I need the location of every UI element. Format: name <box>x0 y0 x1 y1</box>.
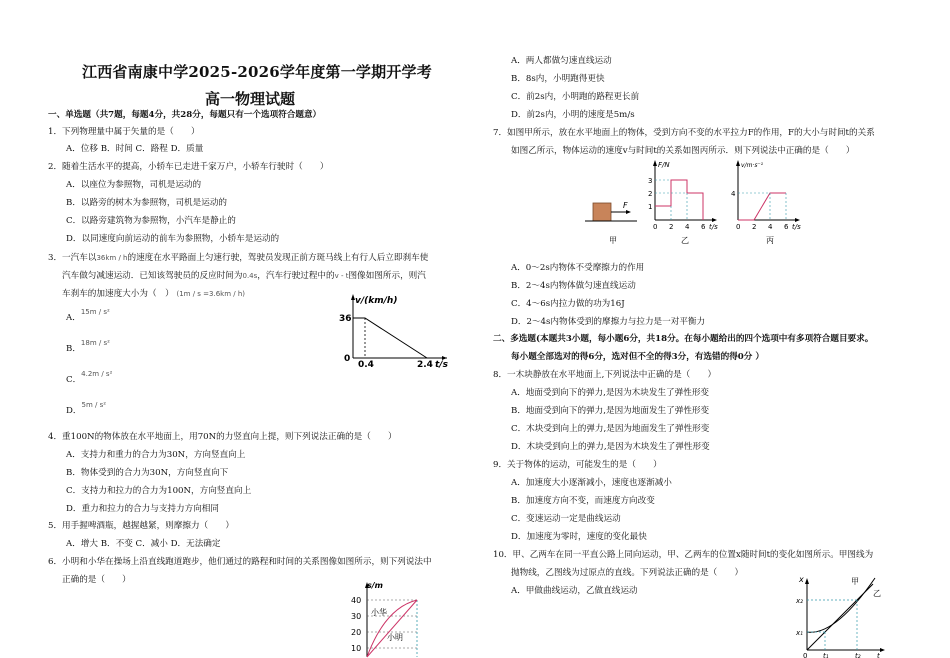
q5-options: A．增大 B．不变 C．减小 D．无法确定 <box>66 539 221 549</box>
q8-option-d: D．木块受到向上的弹力,是因为木块发生了弹性形变 <box>511 442 710 452</box>
option-label: C． <box>66 375 82 385</box>
q10-stem2: 抛物线，乙图线为过原点的直线。下列说法正确的是（ ） <box>511 568 744 578</box>
q3-text: 的速度在水平路面上匀速行驶，驾驶员发现正前方斑马线上有行人后立即刹车使 <box>127 253 429 263</box>
paper-subtitle: 高一物理试题 <box>205 90 296 108</box>
option-label: A． <box>66 313 81 323</box>
section2-heading2: 每小题全部选对的得6分，选对但不全的得3分，有选错的得0分 ） <box>511 352 764 362</box>
y-tick-36: 36 <box>339 314 352 324</box>
option-value: 5m / s² <box>81 401 107 409</box>
q3-option-a <box>66 308 110 324</box>
section1-heading: 一、单选题（共7题，每题4分，共28分，每题只有一个选项符合题意） <box>48 110 322 120</box>
q2-option-a: A．以座位为参照物，司机是运动的 <box>66 180 202 190</box>
x-tick-4: 4 <box>685 223 690 231</box>
q3-text: 汽车做匀减速运动．已知该驾驶员的反应时间为 <box>62 271 243 281</box>
label-xiaohua: 小华 <box>371 608 387 617</box>
q10-option-a: A．甲做曲线运动，乙做直线运动 <box>511 586 638 596</box>
y-tick-20: 20 <box>351 628 362 637</box>
y-tick-3: 3 <box>648 177 653 185</box>
y-axis-label: v/(km/h) <box>355 296 398 306</box>
q4-stem: 4．重100N的物体放在水平地面上，用70N的力竖直向上提，则下列说法正确的是（ ） <box>48 432 397 442</box>
q7-option-b: B．2～4s内物体做匀速直线运动 <box>511 281 636 291</box>
q2-option-c: C．以路旁建筑物为参照物，小汽车是静止的 <box>66 216 236 226</box>
y-tick-1: 1 <box>648 203 653 211</box>
paper-title: 江西省南康中学2025-2026学年度第一学期开学考 <box>82 63 432 81</box>
x-axis-arrow <box>795 218 800 222</box>
velocity-line <box>353 318 427 358</box>
q3-math-conversion: (1m / s =3.6km / h) <box>176 290 245 298</box>
q3-math-vt: v - t <box>334 272 349 280</box>
x-axis-label: t/s <box>709 223 718 231</box>
y-tick-2: 2 <box>648 190 653 198</box>
y-tick-30: 30 <box>351 612 362 621</box>
q4-option-d: D．重力和拉力的合力与支持力方向相同 <box>66 504 219 514</box>
q6-st-graph <box>345 578 425 658</box>
x-axis-label: t <box>877 652 880 658</box>
q7-option-d: D．2～4s内物体受到的摩擦力与拉力是一对平衡力 <box>511 317 706 327</box>
q4-option-a: A．支持力和重力的合力为30N，方向竖直向上 <box>66 450 246 460</box>
q3-option-b <box>66 339 110 355</box>
option-label: D． <box>66 406 82 416</box>
x-tick-0: 0 <box>736 223 741 231</box>
q8-option-a: A．地面受到向下的弹力,是因为木块发生了弹性形变 <box>511 388 710 398</box>
fig-label-yi: 乙 <box>681 236 689 245</box>
q8-option-b: B．地面受到向下的弹力,是因为地面发生了弹性形变 <box>511 406 710 416</box>
force-label: F <box>623 201 628 210</box>
q6-stem: 6．小明和小华在操场上沿直线跑道跑步，他们通过的路程和时间的关系图像如图所示，则下列说法中 <box>48 557 432 567</box>
y-tick-10: 10 <box>351 644 362 653</box>
x-axis-label: t/s <box>792 223 801 231</box>
x-tick-0-4: 0.4 <box>358 360 374 370</box>
option-value: 18m / s² <box>80 339 110 347</box>
option-value: 15m / s² <box>80 308 110 316</box>
q3-math-speed: 36km / h <box>96 254 128 262</box>
q3-math-time: 0.4s <box>242 272 258 280</box>
q7-stem2: 如图乙所示，物体运动的速度v与时间t的关系如图丙所示．则下列说法中正确的是（ ） <box>511 146 855 156</box>
x-tick-6: 6 <box>701 223 706 231</box>
q3-stem-line2 <box>62 270 426 282</box>
q6-option-a: A．两人都做匀速直线运动 <box>511 56 612 66</box>
y-axis-label: F/N <box>658 161 670 169</box>
x-axis-arrow <box>712 218 717 222</box>
option-value: 4.2m / s² <box>81 370 113 378</box>
x-tick-0: 0 <box>653 223 658 231</box>
q6-option-d: D．前2s内，小明的速度是5m/s <box>511 110 635 120</box>
q7-stem: 7．如图甲所示，放在水平地面上的物体，受到方向不变的水平拉力F的作用，F的大小与时间t的关系 <box>493 128 875 138</box>
q8-option-c: C．木块受到向上的弹力,是因为地面发生了弹性形变 <box>511 424 710 434</box>
y-axis-arrow <box>736 160 740 166</box>
q5-stem: 5．用手握啤酒瓶，越握越紧，则摩擦力（ ） <box>48 521 234 531</box>
force-step-line <box>655 180 703 220</box>
q9-option-b: B．加速度方向不变，而速度方向改变 <box>511 496 655 506</box>
q9-option-d: D．加速度为零时，速度的变化最快 <box>511 532 647 542</box>
t1-label: t₁ <box>823 652 829 658</box>
q3-stem-line3 <box>62 288 245 300</box>
label-yi: 乙 <box>873 589 881 598</box>
x2-label: x₂ <box>796 597 803 605</box>
q9-option-c: C．变速运动一定是曲线运动 <box>511 514 621 524</box>
origin-label: 0 <box>803 652 808 658</box>
x-axis-label: t/s <box>435 360 448 370</box>
q1-stem: 1．下列物理量中属于矢量的是（ ） <box>48 127 200 137</box>
y-tick-4: 4 <box>731 190 736 198</box>
q9-stem: 9．关于物体的运动，可能发生的是（ ） <box>493 460 662 470</box>
q2-option-d: D．以同速度向前运动的前车为参照物，小轿车是运动的 <box>66 234 280 244</box>
q7-graph-yi <box>645 158 720 246</box>
x-tick-4: 4 <box>768 223 773 231</box>
y-axis-label: s/m <box>367 581 384 590</box>
q3-option-c <box>66 370 113 386</box>
section2-heading: 二、多选题(本题共3小题，每小题6分，共18分。在每小题给出的四个选项中有多项符合题目要求。 <box>493 334 874 344</box>
block <box>593 203 611 221</box>
y-axis-label: v/m·s⁻¹ <box>741 162 764 169</box>
t2-label: t₂ <box>855 652 861 658</box>
jia-parabola <box>807 578 875 632</box>
label-xiaoming: 小明 <box>387 633 403 642</box>
x-axis-arrow <box>880 648 885 652</box>
q3-text: 车刹车的加速度大小为（ ） <box>62 289 174 299</box>
x-tick-2-4: 2.4 <box>417 360 433 370</box>
q3-text: ，汽车行驶过程中的 <box>257 271 335 281</box>
x-tick-2: 2 <box>669 223 674 231</box>
force-arrowhead <box>626 210 631 214</box>
q9-option-a: A．加速度大小逐渐减小，速度也逐渐减小 <box>511 478 672 488</box>
q6-option-b: B．8s内，小明跑得更快 <box>511 74 605 84</box>
y-axis-label: x <box>799 575 804 584</box>
y-axis-arrow <box>653 160 657 166</box>
q1-options: A．位移 B．时间 C．路程 D．质量 <box>66 144 204 154</box>
label-jia: 甲 <box>851 577 859 586</box>
q7-option-c: C．4～6s内拉力做的功为16J <box>511 299 625 309</box>
q3-text: 图像如图所示，则汽 <box>348 271 426 281</box>
q3-stem-line1 <box>48 252 428 264</box>
x-tick-2: 2 <box>752 223 757 231</box>
q2-stem: 2．随着生活水平的提高，小轿车已走进千家万户，小轿车行驶时（ ） <box>48 162 329 172</box>
q4-option-c: C．支持力和拉力的合力为100N，方向竖直向上 <box>66 486 252 496</box>
q4-option-b: B．物体受到的合力为30N，方向竖直向下 <box>66 468 229 478</box>
option-label: B． <box>66 344 81 354</box>
q3-option-d <box>66 401 107 417</box>
q8-stem: 8．一木块静放在水平地面上,下列说法中正确的是（ ） <box>493 370 717 380</box>
q10-xt-graph <box>795 574 890 658</box>
q3-vt-graph <box>335 290 450 370</box>
q6-stem2: 正确的是（ ） <box>62 575 131 585</box>
velocity-line <box>738 193 786 220</box>
fig-label-bing: 丙 <box>766 236 774 245</box>
y-axis-arrow <box>805 578 809 584</box>
x-tick-6: 6 <box>784 223 789 231</box>
q7-graph-bing <box>728 158 813 246</box>
origin-label: 0 <box>344 354 351 364</box>
q7-figure-jia <box>585 195 645 245</box>
q7-option-a: A．0～2s内物体不受摩擦力的作用 <box>511 263 645 273</box>
q10-stem: 10．甲、乙两车在同一平直公路上同向运动，甲、乙两车的位置x随时间t的变化如图所示。甲图线为 <box>493 550 874 560</box>
y-tick-40: 40 <box>351 596 362 605</box>
q6-option-c: C．前2s内，小明跑的路程更长前 <box>511 92 640 102</box>
q2-option-b: B．以路旁的树木为参照物，司机是运动的 <box>66 198 228 208</box>
fig-label-jia: 甲 <box>609 236 617 245</box>
x1-label: x₁ <box>796 629 803 637</box>
q3-text: 3．一汽车以 <box>48 253 97 263</box>
